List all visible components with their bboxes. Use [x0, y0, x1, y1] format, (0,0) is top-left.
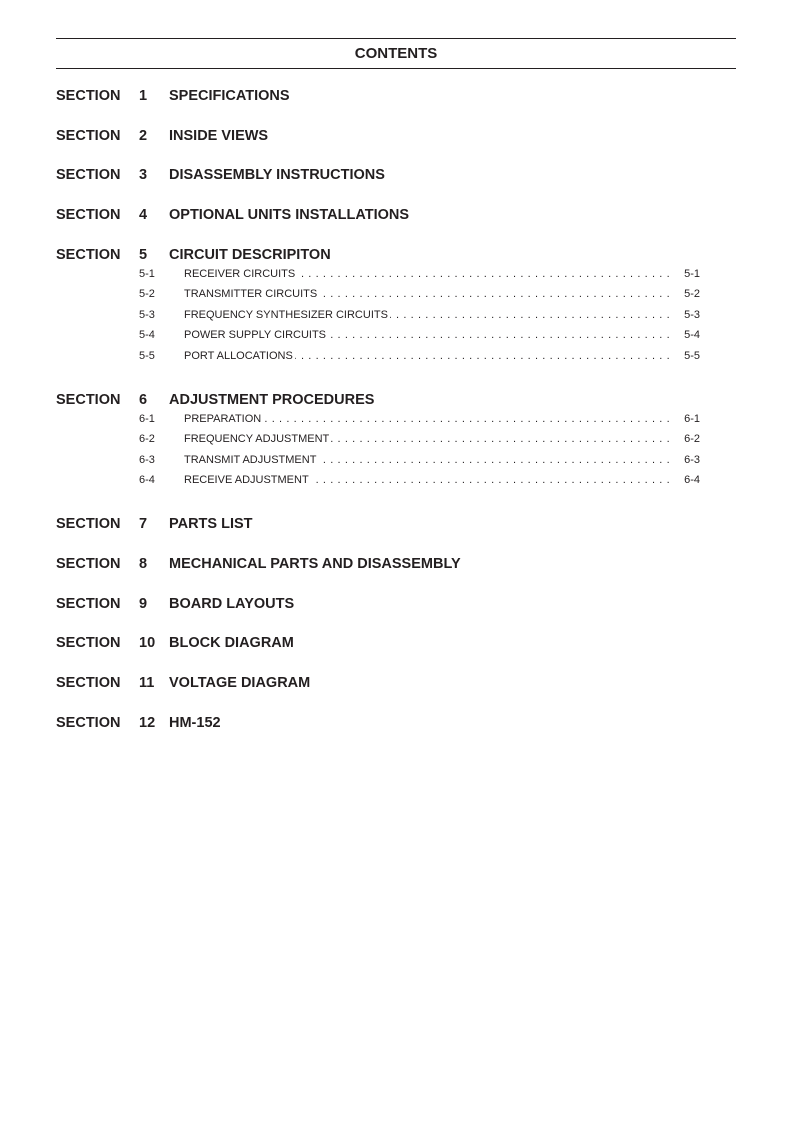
section-number: 4 [139, 207, 148, 224]
title-underline [56, 68, 736, 69]
section-number: 1 [139, 88, 148, 104]
toc-subsection-6-3[interactable] [139, 454, 700, 468]
subsection-title: PREPARATION . . . [184, 413, 672, 425]
section-title: SPECIFICATIONS [169, 88, 290, 104]
section-title: VOLTAGE DIAGRAM [169, 675, 311, 692]
subsection-title: TRANSMITTER CIRCUITS . . . [184, 288, 672, 300]
section-label: SECTION [56, 675, 121, 692]
section-title: DISASSEMBLY INSTRUCTIONS [169, 167, 385, 184]
subsection-number: 6-2 [139, 433, 155, 446]
subsection-title: FREQUENCY ADJUSTMENT . . . [184, 433, 672, 445]
section-label: SECTION [56, 88, 121, 104]
toc-subsection-5-5[interactable] [139, 350, 700, 364]
subsection-number: 5-2 [139, 288, 155, 301]
section-number: 5 [139, 246, 148, 263]
subsection-page: 5-3 [684, 308, 700, 321]
subsection-number: 6-4 [139, 474, 155, 487]
section-label: SECTION [56, 246, 121, 263]
section-number: 6 [139, 391, 148, 408]
subsection-page: 6-2 [684, 433, 700, 446]
subsection-page: 6-1 [684, 412, 700, 425]
section-label: SECTION [56, 207, 121, 224]
subsection-number: 6-1 [139, 412, 155, 425]
section-title: HM-152 [169, 714, 221, 731]
subsection-page: 6-3 [684, 453, 700, 466]
subsection-title: POWER SUPPLY CIRCUITS . . . [184, 329, 672, 341]
section-number: 7 [139, 516, 148, 533]
section-label: SECTION [56, 714, 121, 731]
section-number: 2 [139, 127, 148, 144]
subsection-number: 5-1 [139, 267, 155, 280]
section-number: 9 [139, 595, 148, 612]
subsection-title: RECEIVE ADJUSTMENT . . . [184, 474, 672, 486]
section-label: SECTION [56, 127, 121, 144]
section-label: SECTION [56, 595, 121, 612]
section-number: 8 [139, 556, 148, 572]
section-label: SECTION [56, 167, 121, 184]
subsection-title: RECEIVER CIRCUITS . . . [184, 268, 672, 280]
section-label: SECTION [56, 391, 121, 408]
subsection-number: 6-3 [139, 453, 155, 466]
section-title: BOARD LAYOUTS [169, 595, 295, 612]
section-label: SECTION [56, 516, 121, 533]
subsection-page: 5-2 [684, 288, 700, 301]
toc-subsection-5-1[interactable] [139, 268, 700, 282]
toc-subsection-6-2[interactable] [139, 433, 700, 447]
subsection-page: 5-1 [684, 267, 700, 280]
toc-subsection-5-3[interactable] [139, 309, 700, 323]
section-title: INSIDE VIEWS [169, 127, 269, 144]
toc-subsection-5-2[interactable] [139, 288, 700, 302]
section-number: 12 [139, 714, 156, 731]
section-number: 11 [139, 675, 155, 692]
subsection-page: 6-4 [684, 474, 700, 487]
subsection-page: 5-4 [684, 329, 700, 342]
top-rule [56, 38, 736, 39]
section-title: OPTIONAL UNITS INSTALLATIONS [169, 207, 410, 224]
section-number: 3 [139, 167, 148, 184]
toc-subsection-5-4[interactable] [139, 329, 700, 343]
subsection-number: 5-5 [139, 349, 155, 362]
toc-subsection-6-4[interactable] [139, 474, 700, 488]
subsection-number: 5-4 [139, 329, 155, 342]
section-label: SECTION [56, 556, 121, 572]
section-title: BLOCK DIAGRAM [169, 635, 294, 652]
section-title: ADJUSTMENT PROCEDURES [169, 391, 375, 408]
section-title: CIRCUIT DESCRIPITON [169, 246, 331, 263]
subsection-title: TRANSMIT ADJUSTMENT . . . [184, 454, 672, 466]
subsection-title: FREQUENCY SYNTHESIZER CIRCUITS . . . [184, 309, 672, 321]
section-number: 10 [139, 635, 156, 652]
subsection-number: 5-3 [139, 308, 155, 321]
subsection-page: 5-5 [684, 349, 700, 362]
toc-subsection-6-1[interactable] [139, 413, 700, 427]
section-title: PARTS LIST [169, 516, 253, 533]
section-label: SECTION [56, 635, 121, 652]
page-title: CONTENTS [354, 45, 438, 62]
subsection-title: PORT ALLOCATIONS . . . [184, 350, 672, 362]
section-title: MECHANICAL PARTS AND DISASSEMBLY [169, 556, 461, 572]
